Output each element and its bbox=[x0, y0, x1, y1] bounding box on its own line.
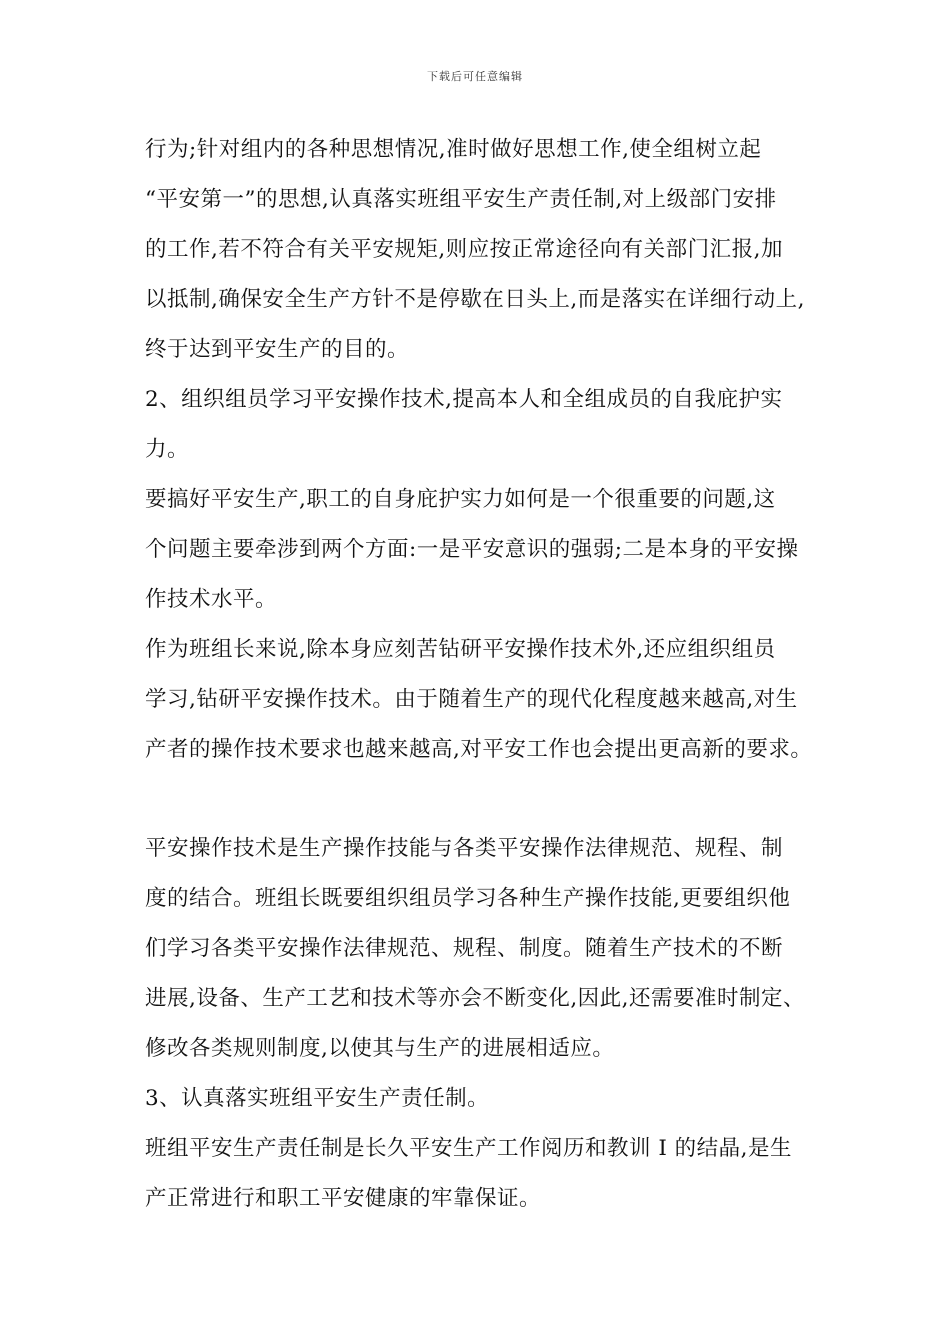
text-line: 个问题主要牵涉到两个方面:一是平安意识的强弱;二是本身的平安操 bbox=[145, 537, 799, 562]
page-header: 下载后可任意编辑 bbox=[427, 70, 523, 83]
text-line: 力。 bbox=[145, 437, 190, 462]
text-line: 作技术水平。 bbox=[145, 587, 278, 612]
text-line: 们学习各类平安操作法律规范、规程、制度。随着生产技术的不断 bbox=[145, 936, 784, 961]
text-line: 平安操作技术是生产操作技能与各类平安操作法律规范、规程、制 bbox=[145, 836, 784, 861]
text-line: 进展,设备、生产工艺和技术等亦会不断变化,因此,还需要准时制定、 bbox=[145, 986, 806, 1011]
text-line: 产者的操作技术要求也越来越高,对平安工作也会提出更高新的要求。 bbox=[145, 737, 813, 762]
text-line: 行为;针对组内的各种思想情况,准时做好思想工作,使全组树立起 bbox=[145, 137, 762, 162]
text-line: 度的结合。班组长既要组织组员学习各种生产操作技能,更要组织他 bbox=[145, 886, 791, 911]
section-heading: 2、组织组员学习平安操作技术,提高本人和全组成员的自我庇护实 bbox=[145, 387, 783, 412]
text-line: 的工作,若不符合有关平安规矩,则应按正常途径向有关部门汇报,加 bbox=[145, 237, 784, 262]
section-heading: 3、认真落实班组平安生产责任制。 bbox=[145, 1086, 490, 1111]
text-line: 要搞好平安生产,职工的自身庇护实力如何是一个很重要的问题,这 bbox=[145, 487, 776, 512]
text-line: 班组平安生产责任制是长久平安生产工作阅历和教训 I 的结晶,是生 bbox=[145, 1136, 792, 1161]
text-line: 以抵制,确保安全生产方针不是停歇在日头上,而是落实在详细行动上, bbox=[145, 287, 806, 312]
text-line: “平安第一”的思想,认真落实班组平安生产责任制,对上级部门安排 bbox=[145, 187, 777, 212]
text-line: 终于达到平安生产的目的。 bbox=[145, 337, 410, 362]
text-line: 产正常进行和职工平安健康的牢靠保证。 bbox=[145, 1186, 542, 1211]
text-line: 作为班组长来说,除本身应刻苦钻研平安操作技术外,还应组织组员 bbox=[145, 637, 776, 662]
text-line: 学习,钻研平安操作技术。由于随着生产的现代化程度越来越高,对生 bbox=[145, 687, 798, 712]
text-line: 修改各类规则制度,以使其与生产的进展相适应。 bbox=[145, 1036, 615, 1061]
